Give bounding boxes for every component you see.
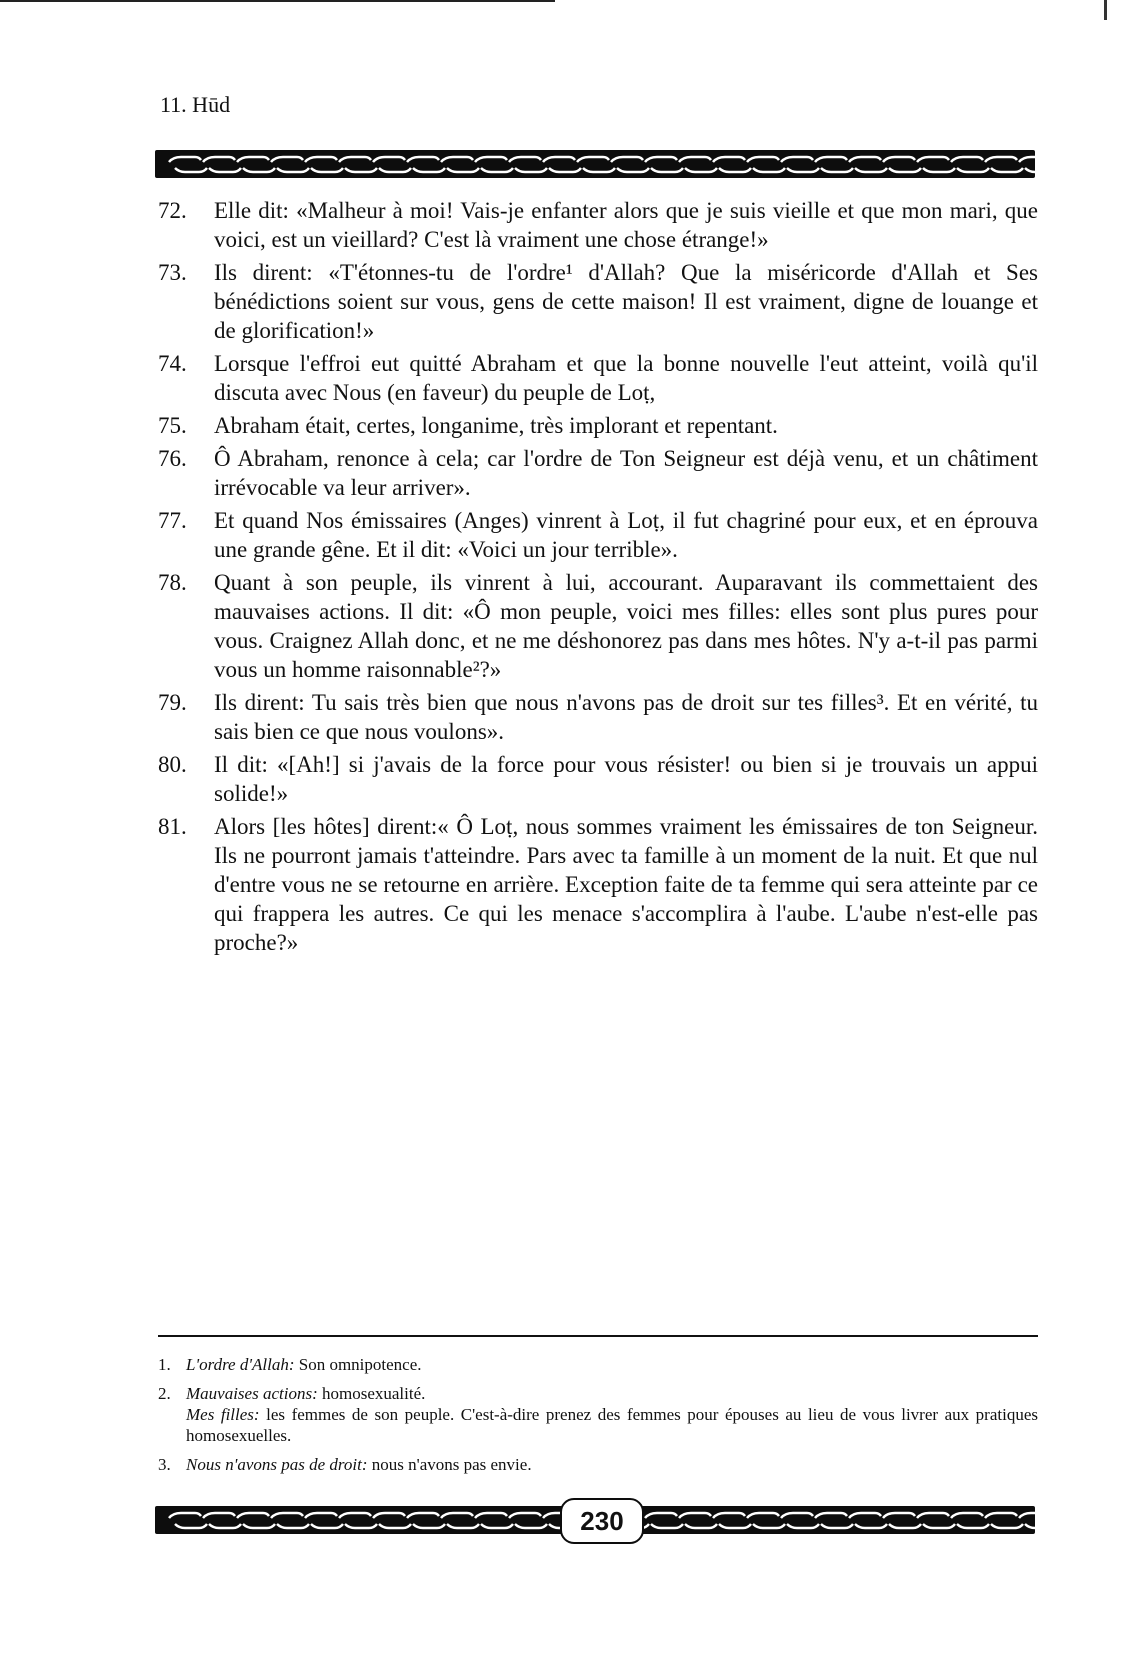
chain-link bbox=[271, 157, 303, 162]
chain-link bbox=[713, 157, 745, 162]
chain-link bbox=[475, 1513, 507, 1518]
verse bbox=[158, 750, 1038, 808]
chain-link bbox=[413, 168, 445, 172]
chain-link bbox=[713, 1513, 745, 1518]
scan-edge-line bbox=[0, 0, 555, 2]
footnote bbox=[158, 1354, 1038, 1375]
footnote-divider bbox=[158, 1335, 1038, 1337]
chain-link bbox=[747, 157, 779, 162]
verse bbox=[158, 506, 1038, 564]
chain-link bbox=[481, 1524, 513, 1528]
chain-link bbox=[849, 157, 881, 162]
chain-link bbox=[821, 1524, 853, 1528]
chain-link bbox=[645, 1513, 677, 1518]
chain-link bbox=[883, 1513, 915, 1518]
chain-link bbox=[1025, 168, 1035, 172]
verse-number: 81. bbox=[158, 814, 187, 839]
verse bbox=[158, 411, 1038, 440]
verse-text: Quant à son peuple, ils vinrent à lui, accourant. Auparavant ils commettaient des mauvaises actions. Il dit: «Ô mon peuple, voici mes filles: elles sont plus pures pour vous. Craignez Allah donc, et ne me déshonorez pas dans mes hôtes. N'y a-t-il pas parmi vous un homme raisonnable²?» bbox=[214, 570, 1038, 682]
chain-link bbox=[645, 157, 677, 162]
verse bbox=[158, 258, 1038, 345]
verse-number: 75. bbox=[158, 413, 187, 438]
verse bbox=[158, 688, 1038, 746]
page-number: 230 bbox=[560, 1498, 644, 1544]
chain-link bbox=[651, 1524, 683, 1528]
chain-link bbox=[243, 168, 275, 172]
chain-link bbox=[883, 157, 915, 162]
chain-link bbox=[481, 168, 513, 172]
verse-number: 79. bbox=[158, 690, 187, 715]
verse-number: 77. bbox=[158, 508, 187, 533]
chain-link bbox=[1019, 1513, 1035, 1518]
chain-link bbox=[175, 168, 207, 172]
verse-number: 74. bbox=[158, 351, 187, 376]
chain-link bbox=[169, 157, 201, 162]
chain-link bbox=[951, 1513, 983, 1518]
chain-link bbox=[781, 1513, 813, 1518]
chain-link bbox=[339, 157, 371, 162]
verse bbox=[158, 196, 1038, 254]
chain-link bbox=[583, 168, 615, 172]
chain-link bbox=[237, 1513, 269, 1518]
chain-link bbox=[407, 1513, 439, 1518]
chain-link bbox=[175, 1524, 207, 1528]
chain-link bbox=[311, 1524, 343, 1528]
chain-link bbox=[509, 1513, 541, 1518]
verse bbox=[158, 444, 1038, 502]
chain-link bbox=[923, 168, 955, 172]
chain-link bbox=[441, 1513, 473, 1518]
chain-link bbox=[577, 157, 609, 162]
chain-link bbox=[985, 157, 1017, 162]
chain-link bbox=[787, 168, 819, 172]
chain-link bbox=[991, 1524, 1023, 1528]
chain-link bbox=[1019, 157, 1035, 162]
chain-link bbox=[543, 157, 575, 162]
footnote-text: homosexualité. bbox=[317, 1384, 426, 1403]
surah-header: 11. Hūd bbox=[160, 92, 231, 117]
verse-text: Lorsque l'effroi eut quitté Abraham et que la bonne nouvelle l'eut atteint, voilà qu'il discuta avec Nous (en faveur) du peuple de Loṭ, bbox=[214, 351, 1038, 405]
verse-number: 78. bbox=[158, 570, 187, 595]
decorative-band-bottom bbox=[155, 1506, 1035, 1534]
footnote-list bbox=[158, 1354, 1038, 1483]
chain-link bbox=[549, 168, 581, 172]
verse-number: 72. bbox=[158, 198, 187, 223]
verse-number: 76. bbox=[158, 446, 187, 471]
verse bbox=[158, 349, 1038, 407]
chain-link bbox=[277, 168, 309, 172]
chain-link bbox=[985, 1513, 1017, 1518]
chain-link bbox=[889, 168, 921, 172]
footnote bbox=[158, 1383, 1038, 1446]
verse-text: Ils dirent: Tu sais très bien que nous n'avons pas de droit sur tes filles³. Et en vérité, tu sais bien ce que nous voulons». bbox=[214, 690, 1038, 744]
chain-link bbox=[617, 168, 649, 172]
chain-link bbox=[685, 168, 717, 172]
chain-link bbox=[679, 1513, 711, 1518]
chain-link bbox=[1025, 1524, 1035, 1528]
chain-link bbox=[917, 1513, 949, 1518]
verse-list bbox=[158, 196, 1038, 961]
chain-link bbox=[815, 1513, 847, 1518]
footnote-text: les femmes de son peuple. C'est-à-dire prenez des femmes pour épouses au lieu de vous livrer aux pratiques homosexuelles. bbox=[186, 1405, 1038, 1445]
footnote-number: 3. bbox=[158, 1455, 171, 1474]
chain-link bbox=[855, 1524, 887, 1528]
chain-link bbox=[747, 1513, 779, 1518]
footnote-number: 1. bbox=[158, 1355, 171, 1374]
chain-link bbox=[447, 168, 479, 172]
verse-text: Ô Abraham, renonce à cela; car l'ordre de Ton Seigneur est déjà venu, et un châtiment irrévocable va leur arriver». bbox=[214, 446, 1038, 500]
scan-edge-mark bbox=[1104, 0, 1107, 20]
footnote-term: Mes filles: bbox=[186, 1405, 260, 1424]
verse-text: Ils dirent: «T'étonnes-tu de l'ordre¹ d'Allah? Que la miséricorde d'Allah et Ses bénédictions soient sur vous, gens de cette maison! Il est vraiment, digne de louange et de glorification!» bbox=[214, 260, 1038, 343]
chain-link bbox=[209, 168, 241, 172]
verse-text: Et quand Nos émissaires (Anges) vinrent à Loṭ, il fut chagriné pour eux, et en éprouva une grande gêne. Et il dit: «Voici un jour terrible». bbox=[214, 508, 1038, 562]
chain-link bbox=[475, 157, 507, 162]
verse-text: Elle dit: «Malheur à moi! Vais-je enfanter alors que je suis vieille et que mon mari, que voici, est un vieillard? C'est là vraiment une chose étrange!» bbox=[214, 198, 1038, 252]
footnote-term: Nous n'avons pas de droit: bbox=[186, 1455, 368, 1474]
verse bbox=[158, 568, 1038, 684]
chain-link bbox=[821, 168, 853, 172]
chain-link bbox=[237, 157, 269, 162]
chain-link bbox=[719, 1524, 751, 1528]
chain-link bbox=[951, 157, 983, 162]
chain-link bbox=[787, 1524, 819, 1528]
chain-link bbox=[209, 1524, 241, 1528]
chain-link bbox=[753, 1524, 785, 1528]
chain-link bbox=[339, 1513, 371, 1518]
chain-link bbox=[271, 1513, 303, 1518]
footnote bbox=[158, 1454, 1038, 1475]
chain-link bbox=[311, 168, 343, 172]
chain-link bbox=[719, 168, 751, 172]
chain-link bbox=[447, 1524, 479, 1528]
chain-link bbox=[277, 1524, 309, 1528]
chain-link bbox=[815, 157, 847, 162]
chain-link bbox=[203, 1513, 235, 1518]
footnote-number: 2. bbox=[158, 1384, 171, 1403]
verse-number: 80. bbox=[158, 752, 187, 777]
decorative-band-top bbox=[155, 150, 1035, 178]
chain-link bbox=[441, 157, 473, 162]
chain-link bbox=[345, 168, 377, 172]
chain-link bbox=[407, 157, 439, 162]
chain-link bbox=[685, 1524, 717, 1528]
chain-link bbox=[957, 168, 989, 172]
footnote-term: L'ordre d'Allah: bbox=[186, 1355, 295, 1374]
chain-link bbox=[889, 1524, 921, 1528]
verse-text: Abraham était, certes, longanime, très implorant et repentant. bbox=[214, 413, 778, 438]
chain-link bbox=[917, 157, 949, 162]
verse bbox=[158, 812, 1038, 957]
chain-link bbox=[515, 1524, 547, 1528]
footnote-term: Mauvaises actions: bbox=[186, 1384, 318, 1403]
chain-link bbox=[373, 157, 405, 162]
chain-link bbox=[515, 168, 547, 172]
chain-link bbox=[957, 1524, 989, 1528]
chain-link bbox=[509, 157, 541, 162]
verse-number: 73. bbox=[158, 260, 187, 285]
footnote-text: nous n'avons pas envie. bbox=[367, 1455, 532, 1474]
chain-link bbox=[679, 157, 711, 162]
footnote-text: Son omnipotence. bbox=[294, 1355, 422, 1374]
chain-link bbox=[651, 168, 683, 172]
chain-link bbox=[243, 1524, 275, 1528]
chain-link bbox=[923, 1524, 955, 1528]
chain-link bbox=[203, 157, 235, 162]
chain-link bbox=[305, 157, 337, 162]
chain-link bbox=[373, 1513, 405, 1518]
chain-link bbox=[781, 157, 813, 162]
chain-link bbox=[169, 1513, 201, 1518]
chain-link bbox=[753, 168, 785, 172]
chain-link bbox=[413, 1524, 445, 1528]
chain-link bbox=[379, 168, 411, 172]
chain-link bbox=[611, 157, 643, 162]
chain-link bbox=[849, 1513, 881, 1518]
verse-text: Alors [les hôtes] dirent:« Ô Loṭ, nous sommes vraiment les émissaires de ton Seigneur. Ils ne pourront jamais t'atteindre. Pars avec ta famille à un moment de la nuit. Et que nul d'entre vous ne se retourne en arrière. Exception faite de ta femme qui sera atteinte par ce qui frappera les autres. Ce qui les menace s'accomplira à l'aube. L'aube n'est-elle pas proche?» bbox=[214, 814, 1038, 955]
verse-text: Il dit: «[Ah!] si j'avais de la force pour vous résister! ou bien si je trouvais un appui solide!» bbox=[214, 752, 1038, 806]
chain-link bbox=[991, 168, 1023, 172]
chain-link bbox=[379, 1524, 411, 1528]
chain-ornament bbox=[155, 150, 1035, 178]
chain-link bbox=[855, 168, 887, 172]
chain-link bbox=[345, 1524, 377, 1528]
chain-link bbox=[305, 1513, 337, 1518]
